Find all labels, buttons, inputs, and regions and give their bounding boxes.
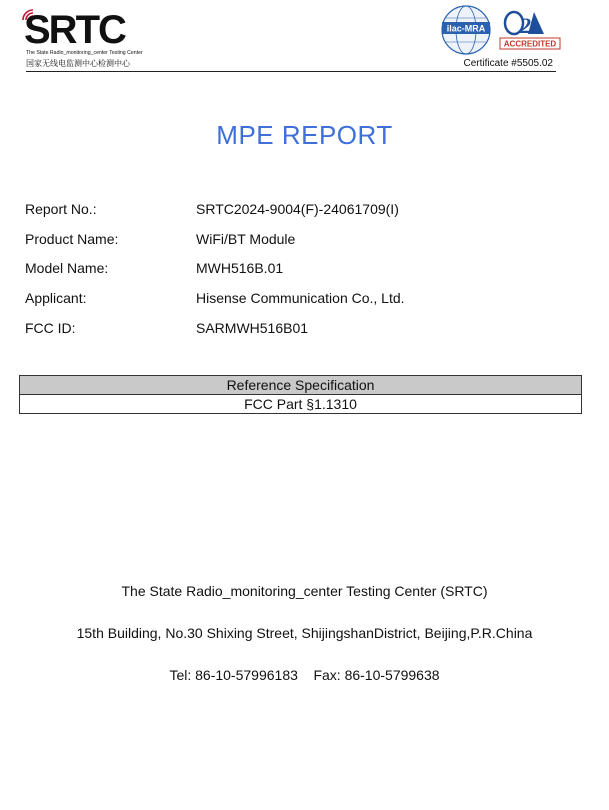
spec-table-value: FCC Part §1.1310 [244, 396, 357, 412]
footer-contact: Tel: 86-10-57996183 Fax: 86-10-5799638 [169, 667, 440, 683]
svg-text:ilac-MRA: ilac-MRA [446, 23, 486, 34]
footer-address: 15th Building, No.30 Shixing Street, ShijingshanDistrict, Beijing,P.R.China [76, 625, 533, 641]
svg-text:2: 2 [520, 13, 531, 38]
info-value: SRTC2024-9004(F)-24061709(I) [196, 201, 399, 217]
srtc-logo [24, 8, 143, 68]
header-divider [26, 71, 556, 72]
info-label: Product Name: [25, 231, 119, 247]
info-value: Hisense Communication Co., Ltd. [196, 290, 405, 306]
info-label: Report No.: [25, 201, 97, 217]
reference-spec-table [19, 375, 582, 414]
logo-subtitle-cn: 国家无线电监测中心检测中心 [26, 59, 130, 68]
info-label: FCC ID: [25, 320, 76, 336]
info-label: Applicant: [25, 290, 87, 306]
info-value: SARMWH516B01 [196, 320, 309, 336]
logo-subtitle-en: The State Radio_monitoring_center Testing Center [26, 50, 143, 56]
page-title: MPE REPORT [216, 120, 393, 150]
spec-table-header: Reference Specification [20, 376, 581, 395]
footer-org: The State Radio_monitoring_center Testing Center (SRTC) [121, 583, 488, 599]
certificate-number: Certificate #5505.02 [463, 58, 553, 69]
svg-text:ACCREDITED: ACCREDITED [503, 39, 557, 49]
logo-wordmark: SRTC [24, 8, 125, 52]
info-value: MWH516B.01 [196, 260, 284, 276]
ilac-a2la-seal-icon [440, 4, 565, 56]
accreditation-logos [440, 4, 565, 56]
info-label: Model Name: [25, 260, 109, 276]
info-value: WiFi/BT Module [196, 231, 296, 247]
